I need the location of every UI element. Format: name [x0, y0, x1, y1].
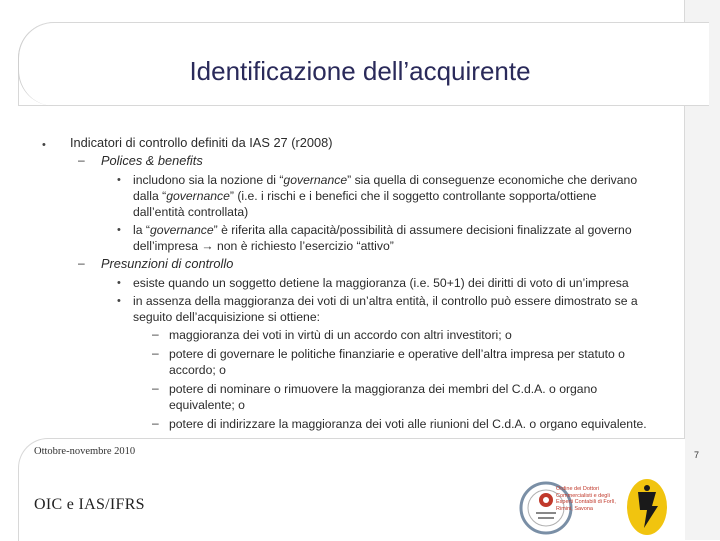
- text-line: maggioranza dei voti in virtù di un accordo con altri investitori; o: [169, 328, 512, 342]
- text-line: potere di nominare o rimuovere la maggioranza dei membri del C.d.A. o organo: [169, 382, 598, 396]
- text-line: [133, 188, 596, 204]
- dash: –: [78, 256, 85, 270]
- text-line: [133, 172, 637, 188]
- text-line: dell’impresa → non è richiesto l’esercizio “attivo”: [133, 239, 394, 253]
- text-line: potere di indirizzare la maggioranza dei voti alle riunioni del C.d.A. o organo equivalente.: [169, 417, 647, 431]
- logo-text: Ordine dei Dottori Commercialisti e degli Esperti Contabili di Forlì, Rimini, Savona: [556, 486, 616, 512]
- text-seg: ” è riferita alla capacità/possibilità di assumere decisioni finalizzate al governo: [213, 223, 632, 237]
- bullet: •: [42, 139, 46, 151]
- text-italic: governance: [166, 189, 230, 203]
- text-line: accordo; o: [169, 363, 226, 377]
- text-line: [133, 222, 632, 238]
- dash: –: [152, 381, 159, 395]
- dash: –: [152, 416, 159, 430]
- item-indicatori: Indicatori di controllo definiti da IAS 27 (r2008): [70, 135, 333, 150]
- text-seg: includono sia la nozione di “: [133, 173, 284, 187]
- text-line: seguito dell’acquisizione si ottiene:: [133, 310, 320, 324]
- bullet: •: [117, 277, 121, 289]
- footer-date: Ottobre-novembre 2010: [34, 446, 136, 457]
- page-number: 7: [694, 450, 700, 460]
- item-presunzioni: [101, 256, 233, 272]
- item-polices: [101, 153, 203, 169]
- text-seg: dalla “: [133, 189, 167, 203]
- bullet: •: [117, 174, 121, 186]
- footer-org: OIC e IAS/IFRS: [34, 496, 145, 513]
- emblem-logo-icon: [626, 478, 668, 536]
- text-italic: governance: [149, 223, 214, 237]
- dash: –: [78, 153, 85, 167]
- text-seg: ” (i.e. i rischi e i benefici che il soggetto controllante sopporta/ottiene: [229, 189, 597, 203]
- text-line: equivalente; o: [169, 398, 245, 412]
- dash: –: [152, 327, 159, 341]
- page-title: Identificazione dell’acquirente: [189, 56, 531, 86]
- dash: –: [152, 346, 159, 360]
- bullet: •: [117, 224, 121, 236]
- text-italic: governance: [283, 173, 348, 187]
- presunzioni-label: Presunzioni di controllo: [101, 256, 234, 271]
- text-seg: ” sia quella di conseguenze economiche che derivano: [347, 173, 638, 187]
- bullet: •: [117, 295, 121, 307]
- polices-label: Polices & benefits: [101, 153, 203, 168]
- text-line: potere di governare le politiche finanziarie e operative dell’altra impresa per statuto o: [169, 347, 625, 361]
- text-line: dall’entità controllata): [133, 205, 249, 219]
- text-line: esiste quando un soggetto detiene la maggioranza (i.e. 50+1) dei diritti di voto di un’impresa: [133, 276, 629, 290]
- text-seg: la “: [133, 223, 150, 237]
- text-line: in assenza della maggioranza dei voti di un’altra entità, il controllo può essere dimostrato se a: [133, 294, 638, 308]
